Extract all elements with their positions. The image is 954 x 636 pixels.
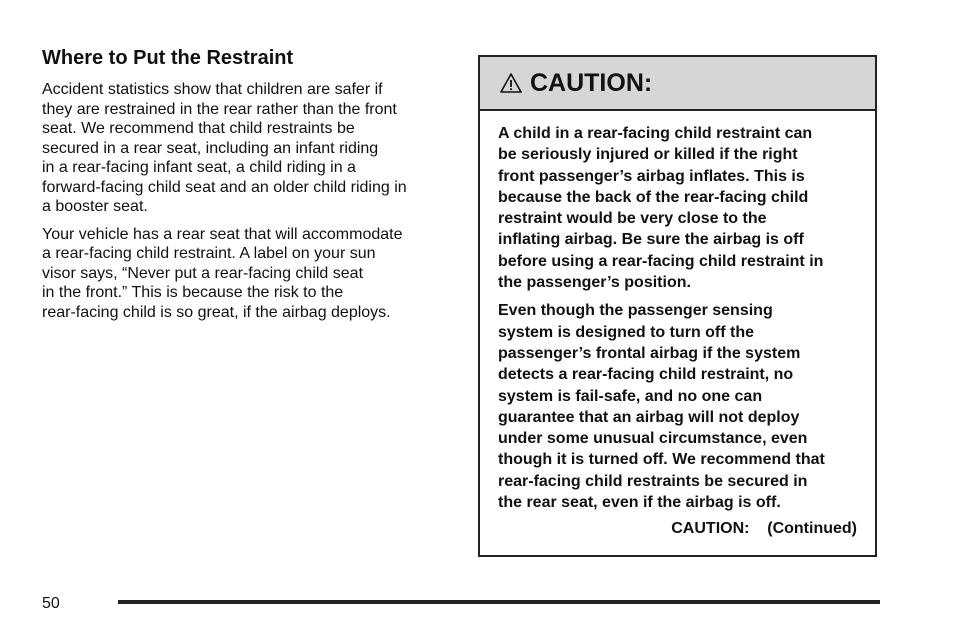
text-line: the rear seat, even if the airbag is off. [498, 494, 781, 512]
caution-continued-label: CAUTION: (Continued) [671, 520, 857, 537]
paragraph-rear-seat [42, 225, 462, 323]
text-line: secured in a rear seat, including an infant riding [42, 139, 379, 157]
text-line: inflating airbag. Be sure the airbag is off [498, 231, 804, 249]
text-line: a booster seat. [42, 198, 148, 215]
text-line: passenger’s frontal airbag if the system [498, 344, 801, 362]
text-line: a rear-facing child restraint. A label on your sun [42, 245, 376, 262]
text-line: seat. We recommend that child restraints be [42, 120, 355, 137]
text-line: rear-facing child restraints be secured in [498, 472, 808, 490]
text-line: detects a rear-facing child restraint, no [498, 366, 794, 384]
text-line: A child in a rear-facing child restraint can [498, 125, 813, 142]
paragraph-statistics [42, 80, 462, 217]
text-line: restraint would be very close to the [498, 210, 767, 228]
text-line: they are restrained in the rear rather than the front [42, 100, 397, 118]
text-line: system is fail-safe, and no one can [498, 387, 763, 405]
body-text-column [42, 80, 462, 330]
text-line: be seriously injured or killed if the right [498, 146, 798, 164]
page-number: 50 [42, 595, 60, 612]
text-line: guarantee that an airbag will not deploy [498, 408, 800, 426]
text-line: the passenger’s position. [498, 274, 691, 292]
text-line: rear-facing child is so great, if the airbag deploys. [42, 303, 391, 321]
text-line: because the back of the rear-facing child [498, 188, 809, 206]
caution-paragraph-injury [498, 123, 862, 293]
text-line: in the front.” This is because the risk to the [42, 284, 344, 301]
section-heading: Where to Put the Restraint [42, 47, 294, 69]
caution-title: CAUTION: [530, 69, 653, 97]
text-line: Your vehicle has a rear seat that will accommodate [42, 225, 403, 243]
caution-box [478, 55, 877, 557]
text-line: before using a rear-facing child restraint in [498, 252, 824, 270]
text-line: visor says, “Never put a rear-facing child seat [42, 264, 364, 282]
text-line: Accident statistics show that children are safer if [42, 81, 383, 98]
text-line: in a rear-facing infant seat, a child riding in a [42, 159, 356, 176]
text-line: system is designed to turn off the [498, 323, 755, 341]
footer-rule [118, 600, 880, 604]
text-line: front passenger’s airbag inflates. This is [498, 167, 805, 185]
warning-triangle-icon [500, 72, 522, 94]
text-line: under some unusual circumstance, even [498, 430, 808, 448]
text-line: though it is turned off. We recommend that [498, 451, 825, 469]
text-line: forward-facing child seat and an older child riding in [42, 178, 407, 196]
caution-body [498, 123, 862, 520]
text-line: Even though the passenger sensing [498, 302, 773, 320]
caution-header [480, 57, 875, 111]
caution-paragraph-sensing [498, 300, 862, 513]
